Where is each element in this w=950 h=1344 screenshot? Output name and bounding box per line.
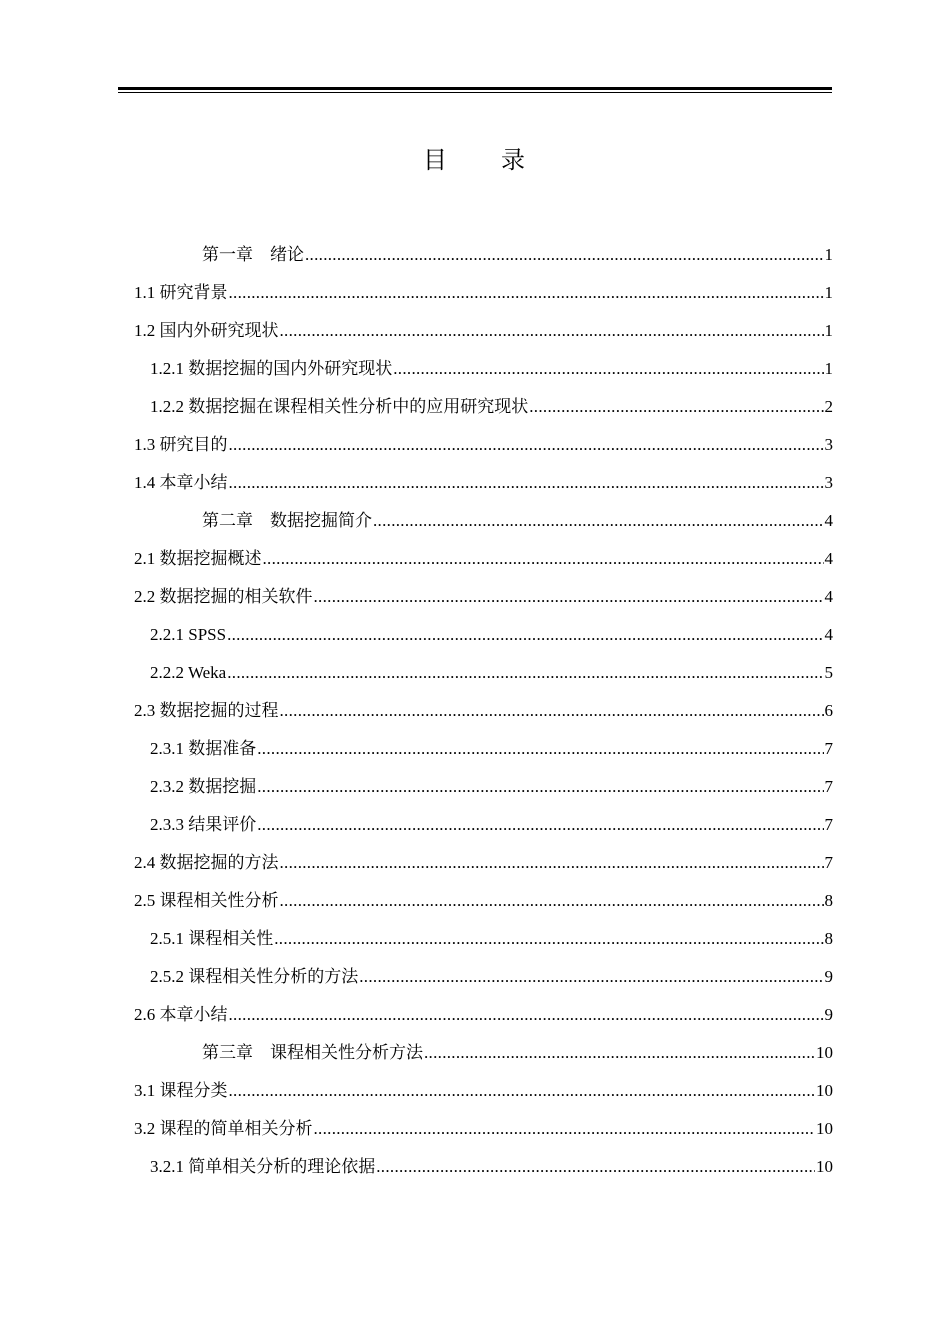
toc-dot-leader	[359, 958, 823, 996]
toc-entry[interactable]	[134, 1148, 833, 1186]
toc-entry-label: 2.4 数据挖掘的方法	[134, 853, 279, 872]
toc-entry-label: 2.2 数据挖掘的相关软件	[134, 587, 313, 606]
toc-dot-leader	[229, 464, 824, 502]
toc-entry[interactable]	[134, 768, 833, 806]
toc-page-number: 9	[824, 1005, 833, 1024]
toc-entry-label: 2.6 本章小结	[134, 1005, 228, 1024]
toc-page-number: 10	[816, 1157, 833, 1176]
toc-page-number: 4	[824, 625, 833, 644]
toc-page-number: 7	[824, 815, 833, 834]
header-double-rule	[118, 87, 832, 94]
toc-dot-leader	[257, 730, 823, 768]
toc-entry-label: 3.1 课程分类	[134, 1081, 228, 1100]
toc-dot-leader	[314, 1110, 816, 1148]
toc-page-number: 7	[824, 777, 833, 796]
toc-page-number: 10	[816, 1081, 833, 1100]
toc-entry[interactable]	[134, 958, 833, 996]
toc-page-number: 4	[824, 511, 833, 530]
toc-entry[interactable]	[134, 616, 833, 654]
toc-page-number: 4	[824, 549, 833, 568]
toc-dot-leader	[280, 882, 824, 920]
toc-entry[interactable]	[134, 1110, 833, 1148]
toc-entry-label: 第一章 绪论	[202, 245, 304, 264]
toc-entry-label: 2.3.1 数据准备	[150, 739, 257, 758]
toc-page-number: 1	[824, 321, 833, 340]
toc-entry[interactable]	[134, 654, 833, 692]
toc-entry-label: 2.2.2 Weka	[150, 663, 227, 682]
toc-entry[interactable]	[134, 426, 833, 464]
toc-dot-leader	[229, 274, 824, 312]
toc-entry-label: 2.2.1 SPSS	[150, 625, 227, 644]
toc-page-number: 10	[816, 1119, 833, 1138]
toc-page-number: 10	[816, 1043, 833, 1062]
toc-page-number: 8	[824, 891, 833, 910]
toc-entry-label: 1.4 本章小结	[134, 473, 228, 492]
header-rule-thin	[118, 92, 832, 93]
toc-entry-label: 第二章 数据挖掘简介	[202, 511, 372, 530]
toc-entry[interactable]	[134, 312, 833, 350]
toc-dot-leader	[229, 996, 824, 1034]
toc-dot-leader	[376, 1148, 815, 1186]
toc-entry[interactable]	[134, 844, 833, 882]
toc-entry[interactable]	[134, 996, 833, 1034]
toc-chapter-entry[interactable]	[134, 236, 833, 274]
toc-entry[interactable]	[134, 692, 833, 730]
toc-entry-label: 2.5.1 课程相关性	[150, 929, 274, 948]
toc-entry[interactable]	[134, 882, 833, 920]
toc-entry[interactable]	[134, 274, 833, 312]
toc-entry[interactable]	[134, 350, 833, 388]
toc-page-number: 4	[824, 587, 833, 606]
toc-chapter-entry[interactable]	[134, 1034, 833, 1072]
toc-page-number: 3	[824, 435, 833, 454]
toc-page-number: 6	[824, 701, 833, 720]
toc-page-number: 1	[824, 283, 833, 302]
toc-page-number: 3	[824, 473, 833, 492]
toc-entry-label: 1.3 研究目的	[134, 435, 228, 454]
toc-dot-leader	[227, 616, 823, 654]
header-rule-thick	[118, 87, 832, 90]
toc-dot-leader	[257, 768, 823, 806]
toc-entry-label: 1.2 国内外研究现状	[134, 321, 279, 340]
toc-page-number: 7	[824, 853, 833, 872]
toc-entry-label: 2.5.2 课程相关性分析的方法	[150, 967, 359, 986]
toc-list	[134, 236, 833, 1186]
toc-page-number: 7	[824, 739, 833, 758]
toc-page-number: 8	[824, 929, 833, 948]
toc-dot-leader	[257, 806, 823, 844]
toc-dot-leader	[263, 540, 824, 578]
toc-page-number: 5	[824, 663, 833, 682]
toc-entry[interactable]	[134, 1072, 833, 1110]
toc-entry-label: 2.5 课程相关性分析	[134, 891, 279, 910]
toc-dot-leader	[529, 388, 823, 426]
toc-page-number: 2	[824, 397, 833, 416]
toc-entry[interactable]	[134, 920, 833, 958]
toc-entry[interactable]	[134, 464, 833, 502]
toc-entry[interactable]	[134, 388, 833, 426]
toc-entry[interactable]	[134, 540, 833, 578]
toc-page-number: 1	[824, 245, 833, 264]
toc-entry-label: 2.3.2 数据挖掘	[150, 777, 257, 796]
toc-entry-label: 3.2.1 简单相关分析的理论依据	[150, 1157, 376, 1176]
toc-dot-leader	[305, 236, 824, 274]
toc-chapter-entry[interactable]	[134, 502, 833, 540]
toc-dot-leader	[373, 502, 824, 540]
toc-dot-leader	[227, 654, 823, 692]
toc-entry[interactable]	[134, 730, 833, 768]
toc-entry-label: 1.2.1 数据挖掘的国内外研究现状	[150, 359, 393, 378]
toc-title: 目 录	[423, 146, 527, 174]
toc-entry-label: 1.1 研究背景	[134, 283, 228, 302]
toc-dot-leader	[280, 312, 824, 350]
toc-entry[interactable]	[134, 578, 833, 616]
toc-entry[interactable]	[134, 806, 833, 844]
toc-dot-leader	[314, 578, 824, 616]
toc-entry-label: 2.3.3 结果评价	[150, 815, 257, 834]
toc-entry-label: 2.1 数据挖掘概述	[134, 549, 262, 568]
toc-dot-leader	[229, 426, 824, 464]
toc-dot-leader	[229, 1072, 816, 1110]
toc-dot-leader	[424, 1034, 815, 1072]
toc-entry-label: 3.2 课程的简单相关分析	[134, 1119, 313, 1138]
toc-dot-leader	[274, 920, 823, 958]
toc-entry-label: 第三章 课程相关性分析方法	[202, 1043, 423, 1062]
toc-dot-leader	[280, 844, 824, 882]
toc-page-number: 1	[824, 359, 833, 378]
toc-entry-label: 1.2.2 数据挖掘在课程相关性分析中的应用研究现状	[150, 397, 529, 416]
toc-dot-leader	[280, 692, 824, 730]
toc-dot-leader	[393, 350, 823, 388]
toc-entry-label: 2.3 数据挖掘的过程	[134, 701, 279, 720]
toc-page-number: 9	[824, 967, 833, 986]
